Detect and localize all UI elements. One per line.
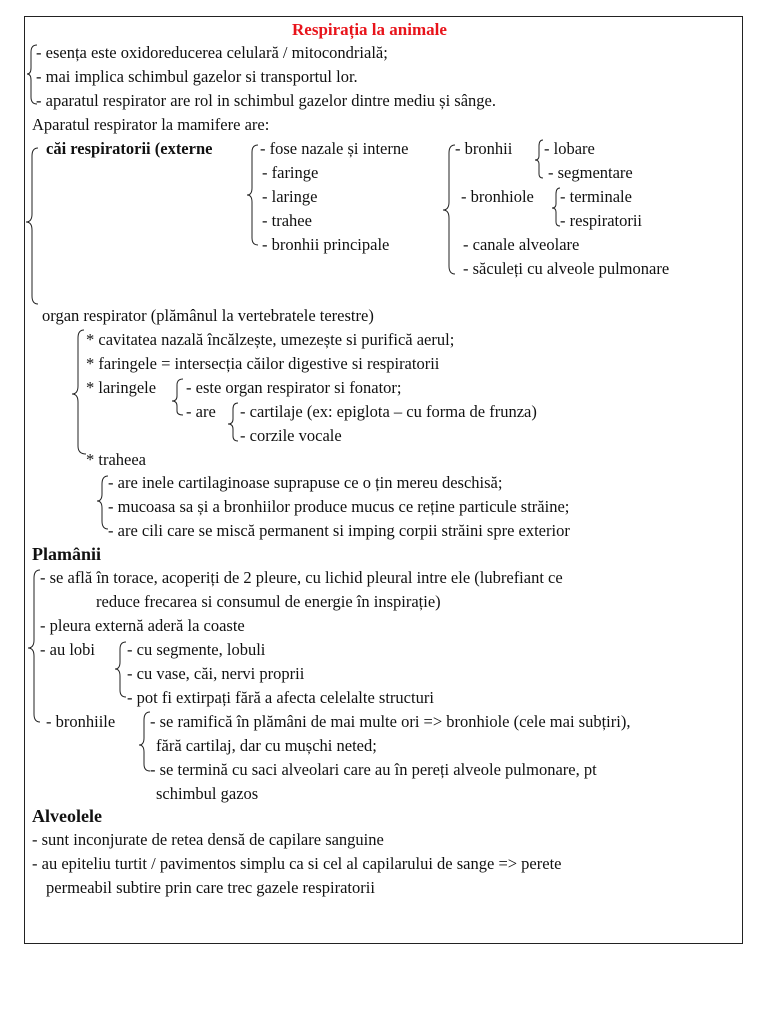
lobi-sub: - cu vase, căi, nervi proprii <box>127 664 305 683</box>
bronhii-sub: - lobare <box>544 139 595 158</box>
externe-item: - bronhii principale <box>262 235 390 254</box>
mamifere-line: Aparatul respirator la mamifere are: <box>32 115 270 134</box>
intro-line-1: - esența este oxidoreducerea celulară / mitocondrială; <box>36 43 388 62</box>
plamanii-line: - se află în torace, acoperiți de 2 pleure, cu lichid pleural intre ele (lubrefiant ce <box>40 568 563 587</box>
bronhiile-label: - bronhiile <box>46 712 116 731</box>
are-sub: - corzile vocale <box>240 426 342 445</box>
bronhiile-sub: - se termină cu saci alveolari care au în pereți alveole pulmonare, pt <box>150 760 597 779</box>
bronhiole-sub: - respiratorii <box>560 211 643 230</box>
bronhiile-sub: schimbul gazos <box>156 784 259 803</box>
alveolele-line: - sunt inconjurate de retea densă de capilare sanguine <box>32 830 384 849</box>
intro-line-2: - mai implica schimbul gazelor si transportul lor. <box>36 67 358 86</box>
bronhiole-label: - bronhiole <box>461 187 534 206</box>
traheea-sub: - are cili care se miscă permanent si imping corpii străini spre exterior <box>108 521 570 540</box>
are-sub: - cartilaje (ex: epiglota – cu forma de frunza) <box>240 402 537 421</box>
alveolele-heading: Alveolele <box>32 806 102 826</box>
traheea-sub: - are inele cartilaginoase suprapuse ce o țin mereu deschisă; <box>108 473 503 492</box>
organ-cavitate: * cavitatea nazală încălzește, umezește si purifică aerul; <box>86 330 455 349</box>
externe-item: - faringe <box>262 163 319 182</box>
canale-line: - canale alveolare <box>463 235 580 254</box>
laringe-sub: - are <box>186 402 216 421</box>
bronhii-label: - bronhii <box>455 139 513 158</box>
alveolele-line: - au epiteliu turtit / pavimentos simplu ca si cel al capilarului de sange => perete <box>32 854 562 873</box>
organ-faringe: * faringele = intersecția căilor digestive si respiratorii <box>86 354 440 373</box>
organ-laringe: * laringele <box>86 378 157 397</box>
externe-item: - trahee <box>262 211 312 230</box>
page-title: Respirația la animale <box>292 20 447 39</box>
organ-traheea: * traheea <box>86 450 146 469</box>
saculeti-line: - săculeți cu alveole pulmonare <box>463 259 670 278</box>
alveolele-line: permeabil subtire prin care trec gazele respiratorii <box>46 878 375 897</box>
plamanii-line: - pleura externă aderă la coaste <box>40 616 245 635</box>
externe-item: - fose nazale și interne <box>260 139 409 158</box>
lobi-label: - au lobi <box>40 640 95 659</box>
traheea-sub: - mucoasa sa și a bronhiilor produce mucus ce reține particule străine; <box>108 497 570 516</box>
plamanii-heading: Plamânii <box>32 544 102 564</box>
bronhiile-sub: - se ramifică în plămâni de mai multe ori => bronhiole (cele mai subțiri), <box>150 712 631 731</box>
organ-label: organ respirator (plămânul la vertebratele terestre) <box>42 306 374 325</box>
lobi-sub: - pot fi extirpați fără a afecta celelalte structuri <box>127 688 434 707</box>
cai-label: căi respiratorii (externe <box>46 139 213 158</box>
bronhiile-sub: fără cartilaj, dar cu mușchi neted; <box>156 736 377 755</box>
externe-item: - laringe <box>262 187 318 206</box>
bronhii-sub: - segmentare <box>548 163 633 182</box>
lobi-sub: - cu segmente, lobuli <box>127 640 266 659</box>
laringe-sub: - este organ respirator si fonator; <box>186 378 402 397</box>
bronhiole-sub: - terminale <box>560 187 632 206</box>
intro-line-3: - aparatul respirator are rol in schimbul gazelor dintre mediu și sânge. <box>36 91 497 110</box>
plamanii-line: reduce frecarea si consumul de energie în inspirație) <box>96 592 441 611</box>
